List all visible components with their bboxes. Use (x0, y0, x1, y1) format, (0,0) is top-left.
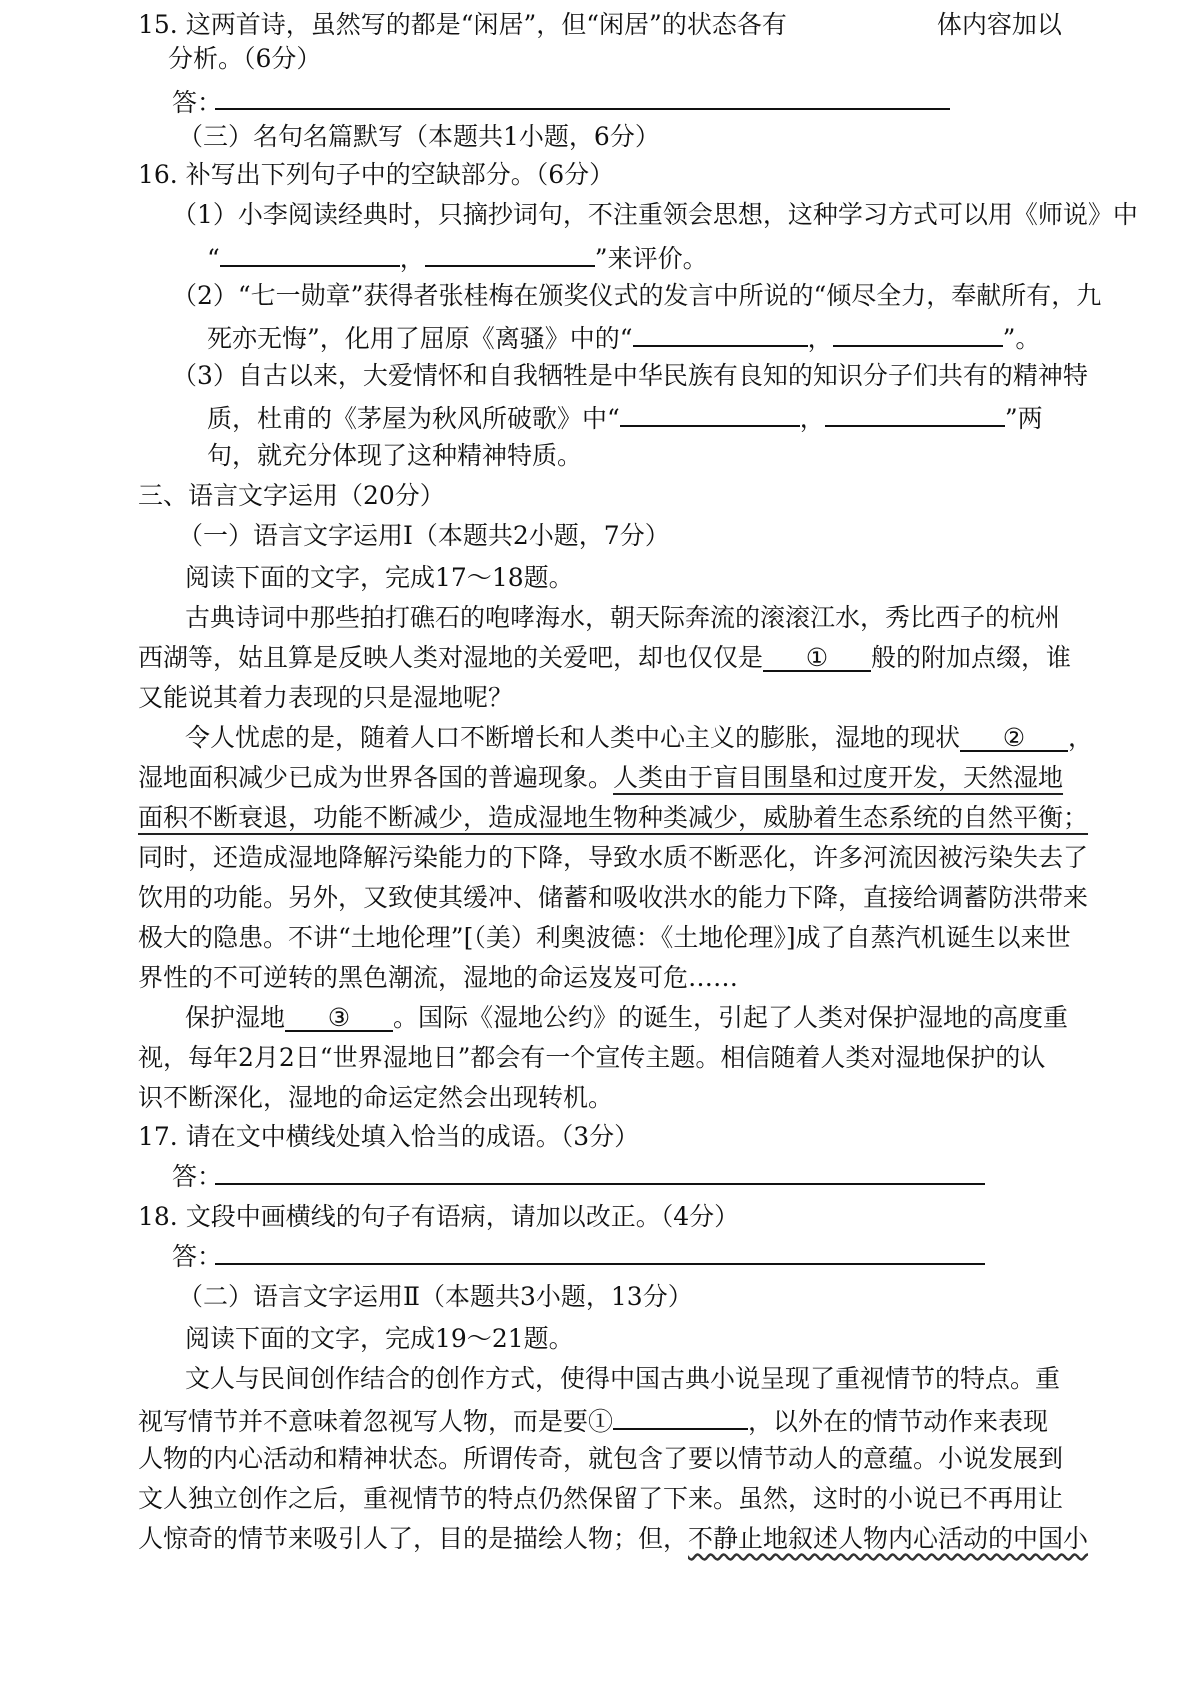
passage1-para1-line2 (138, 645, 1071, 672)
q16-part1-blank-1[interactable] (220, 243, 400, 267)
part-3-sub2-intro: 阅读下面的文字，完成19～21题。 (185, 1324, 574, 1353)
q16-part3-tail: ”两 (1004, 404, 1043, 433)
passage2-text: ，以外在的情节动作来表现 (748, 1407, 1049, 1436)
passage1-para2-line3 (138, 805, 1088, 830)
passage1-text: 般的附加点缀，谁 (871, 643, 1072, 672)
q16-part3-text: 质，杜甫的《茅屋为秋风所破歌》中“ (207, 404, 620, 433)
q15-stem-text-end: 体内容加以 (936, 10, 1062, 39)
q16-part3-blank-2[interactable] (825, 403, 1005, 427)
q18-answer-label: 答： (172, 1242, 223, 1271)
part-3-sub2-heading: （二）语言文字运用Ⅱ（本题共3小题，13分） (178, 1282, 693, 1311)
passage1-blank-2[interactable]: ② (960, 725, 1068, 752)
passage2-line4: 文人独立创作之后，重视情节的特点仍然保留了下来。虽然，这时的小说已不再用让 (138, 1484, 1064, 1513)
q16-part1-tail: ”来评价。 (594, 244, 708, 273)
q16-part2-line2 (207, 323, 1040, 351)
section-3-heading: （三）名句名篇默写（本题共1小题，6分） (178, 122, 660, 151)
q15-stem-line2: 分析。（6分） (168, 44, 322, 73)
quote-open: “ (207, 244, 220, 273)
passage2-line1: 文人与民间创作结合的创作方式，使得中国古典小说呈现了重视情节的特点。重 (185, 1364, 1061, 1393)
passage1-text: ， (1068, 723, 1094, 752)
passage2-blank-1[interactable] (613, 1406, 748, 1430)
passage1-para1-line1: 古典诗词中那些拍打礁石的咆哮海水，朝天际奔流的滚滚江水，秀比西子的杭州 (185, 603, 1061, 632)
q15-answer-line[interactable] (215, 108, 950, 110)
q16-part2-blank-2[interactable] (833, 323, 1003, 347)
passage1-blank-1[interactable]: ① (763, 645, 871, 672)
passage2-text: 人惊奇的情节来吸引人了，目的是描绘人物；但， (138, 1524, 689, 1553)
passage2-text: 视写情节并不意味着忽视写人物，而是要① (138, 1407, 614, 1436)
q15-stem-text: 15. 这两首诗，虽然写的都是“闲居”，但“闲居”的状态各有 (138, 10, 787, 39)
passage1-para3-line2: 视，每年2月2日“世界湿地日”都会有一个宣传主题。相信随着人类对湿地保护的认 (138, 1043, 1046, 1072)
comma: ， (399, 244, 425, 273)
passage1-para2-line1 (185, 725, 1093, 752)
passage1-para2-line4: 同时，还造成湿地降解污染能力的下降，导致水质不断恶化，许多河流因被污染失去了 (138, 843, 1089, 872)
q16-part1-line1: （1）小李阅读经典时，只摘抄词句，不注重领会思想，这种学习方式可以用《师说》中 (172, 200, 1138, 229)
q16-stem: 16. 补写出下列句子中的空缺部分。（6分） (138, 160, 615, 189)
q15-answer-label: 答： (172, 88, 223, 117)
passage2-line3: 人物的内心活动和精神状态。所谓传奇，就包含了要以情节动人的意蕴。小说发展到 (138, 1444, 1064, 1473)
q18-answer-line[interactable] (215, 1263, 985, 1265)
passage2-line5 (138, 1526, 1088, 1551)
q17-answer-label: 答： (172, 1162, 223, 1191)
passage1-para3-line1 (185, 1005, 1068, 1032)
q16-part3-line2 (207, 403, 1043, 431)
passage1-para2-line2 (138, 765, 1063, 790)
q16-part1-line2 (207, 243, 708, 271)
underlined-faulty-sentence: 面积不断衰退，功能不断减少，造成湿地生物种类减少，威胁着生态系统的自然平衡； (138, 803, 1089, 832)
passage2-line2 (138, 1406, 1048, 1434)
passage1-text: 西湖等，姑且算是反映人类对湿地的关爱吧，却也仅仅是 (138, 643, 764, 672)
q16-part2-text: 死亦无悔”，化用了屈原《离骚》中的“ (207, 324, 633, 353)
q16-part3-blank-1[interactable] (620, 403, 800, 427)
passage1-text: 保护湿地 (185, 1003, 286, 1032)
wavy-underlined-sentence: 不静止地叙述人物内心活动的中国小 (688, 1524, 1089, 1553)
q16-part3-line3: 句，就充分体现了这种精神特质。 (207, 441, 583, 470)
q17-stem: 17. 请在文中横线处填入恰当的成语。（3分） (138, 1122, 640, 1151)
q16-part2-tail: ”。 (1002, 324, 1041, 353)
comma: ， (799, 404, 825, 433)
passage1-text: 。国际《湿地公约》的诞生，引起了人类对保护湿地的高度重 (393, 1003, 1069, 1032)
passage1-para3-line3: 识不断深化，湿地的命运定然会出现转机。 (138, 1083, 614, 1112)
passage1-para2-line5: 饮用的功能。另外，又致使其缓冲、储蓄和吸收洪水的能力下降，直接给调蓄防洪带来 (138, 883, 1089, 912)
q18-stem: 18. 文段中画横线的句子有语病，请加以改正。（4分） (138, 1202, 740, 1231)
passage1-para1-line3: 又能说其着力表现的只是湿地呢？ (138, 683, 514, 712)
q16-part3-line1: （3）自古以来，大爱情怀和自我牺牲是中华民族有良知的知识分子们共有的精神特 (172, 361, 1088, 390)
passage1-blank-3[interactable]: ③ (285, 1005, 393, 1032)
q16-part2-blank-1[interactable] (633, 323, 808, 347)
passage1-para2-line7: 界性的不可逆转的黑色潮流，湿地的命运岌岌可危…… (138, 963, 739, 992)
passage1-text: 令人忧虑的是，随着人口不断增长和人类中心主义的膨胀，湿地的现状 (185, 723, 961, 752)
q17-answer-line[interactable] (215, 1183, 985, 1185)
part-3-heading: 三、语言文字运用（20分） (138, 481, 445, 510)
q16-part1-blank-2[interactable] (425, 243, 595, 267)
comma: ， (807, 324, 833, 353)
passage1-para2-line6: 极大的隐患。不讲“土地伦理”[（美）利奥波德：《土地伦理》]成了自蒸汽机诞生以来世 (138, 923, 1071, 952)
passage1-text: 湿地面积减少已成为世界各国的普遍现象。 (138, 763, 614, 792)
q16-part2-line1: （2）“七一勋章”获得者张桂梅在颁奖仪式的发言中所说的“倾尽全力，奉献所有，九 (172, 281, 1102, 310)
part-3-sub1-intro: 阅读下面的文字，完成17～18题。 (185, 563, 574, 592)
underlined-faulty-sentence: 人类由于盲目围垦和过度开发，天然湿地 (613, 763, 1064, 792)
part-3-sub1-heading: （一）语言文字运用Ⅰ（本题共2小题，7分） (178, 521, 670, 550)
q15-stem-line1 (138, 12, 1062, 37)
